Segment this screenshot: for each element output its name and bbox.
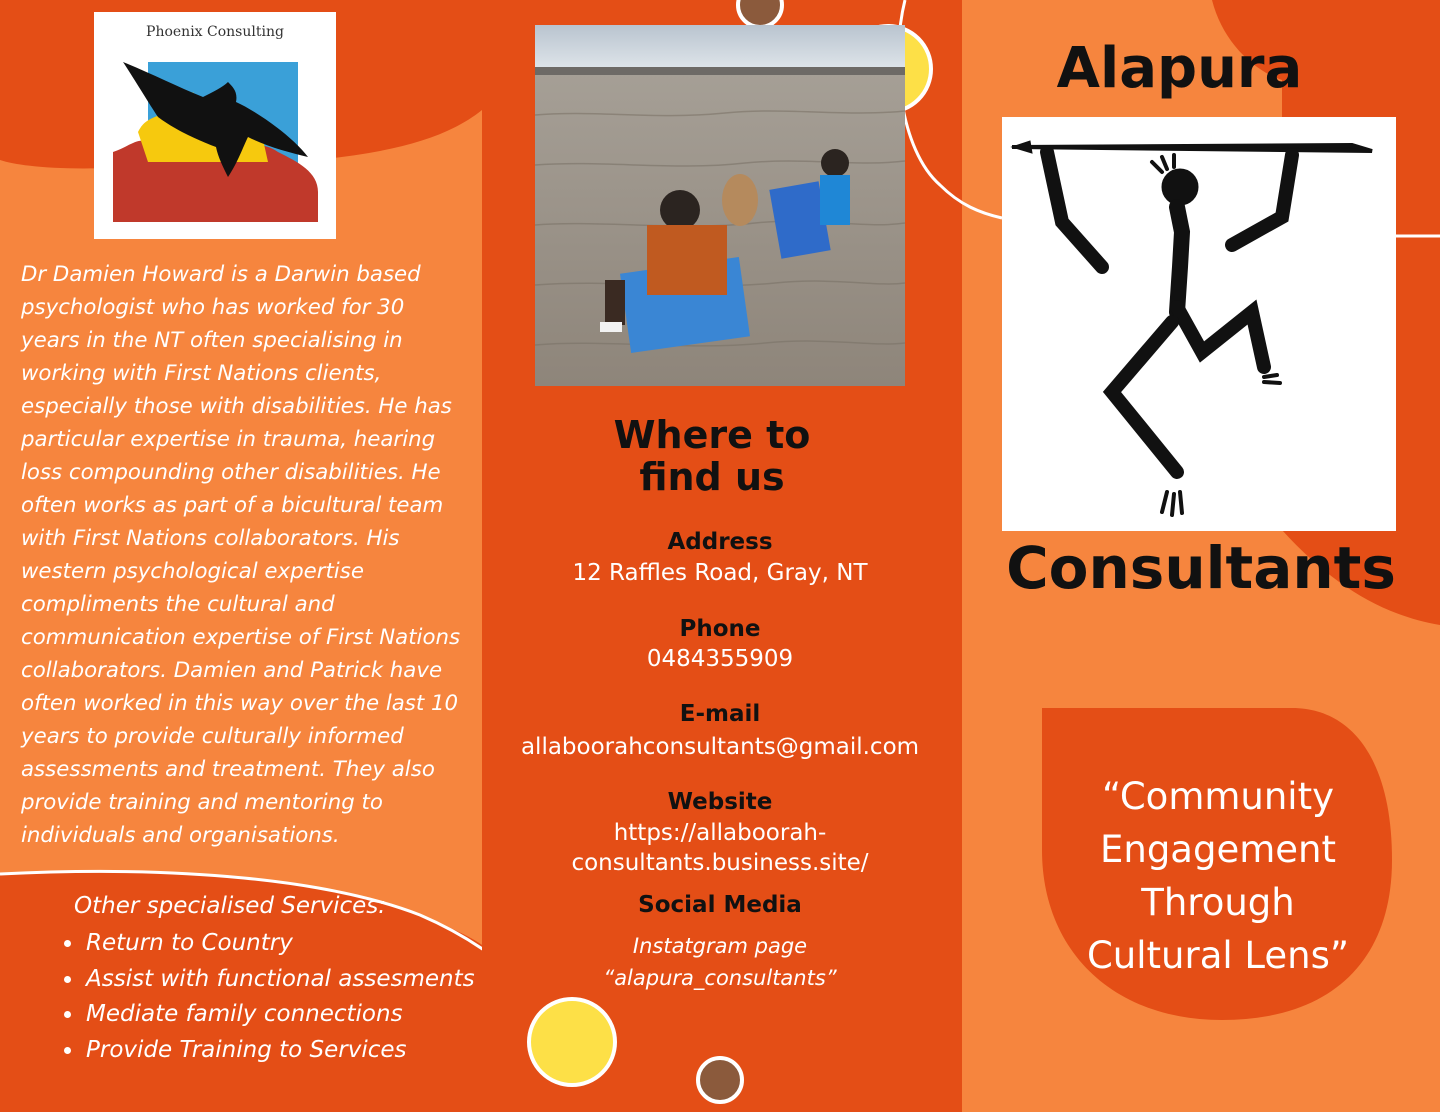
services-title: Other specialised Services: [74,893,387,919]
heading-line: find us [639,455,785,499]
tagline-line: Engagement [1099,828,1336,871]
website-link-line2[interactable]: consultants.business.site/ [571,850,869,876]
address-label: Address [667,529,773,555]
dancing-figure-icon [1002,117,1396,531]
website-link-line1[interactable]: https://allaboorah- [613,820,827,846]
phone-label: Phone [679,616,761,642]
address-value: 12 Raffles Road, Gray, NT [572,560,868,586]
logo-caption: Phoenix Consulting [146,24,284,40]
social-media-value-line2[interactable]: “alapura_consultants” [603,966,837,990]
phone-value[interactable]: 0484355909 [646,646,794,672]
email-link[interactable]: allaboorahconsultants@gmail.com [520,734,920,760]
beach-photo [535,25,905,386]
tagline-line: “Community [1102,775,1334,818]
social-media-label: Social Media [638,892,802,918]
service-item: • Provide Training to Services [84,1033,482,1069]
service-item: • Mediate family connections [84,997,482,1033]
tagline-line: Cultural Lens” [1086,934,1350,977]
tagline-line: Through [1141,881,1295,924]
service-item: • Assist with functional assesments [84,962,482,998]
tagline [1060,770,1376,982]
brand-name-bottom: Consultants [1006,534,1396,602]
brand-name-top: Alapura [1056,36,1303,101]
service-item: • Return to Country [84,926,482,962]
where-to-find-us-heading [482,414,942,498]
email-label: E-mail [679,701,761,727]
website-label: Website [667,789,773,815]
bio-text: Dr Damien Howard is a Darwin based psychologist who has worked for 30 years in the NT often specialising in working with First Nations clients, especially those with disabilities. He has particular expertise in trauma, hearing loss compounding other disabilities. He often works as part of a bicultural team with First Nations collaborators. His western psychological expertise compliments the cultural and communication expertise of First Nations collaborators. Damien and Patrick have often worked in this way over the last 10 years to provide culturally informed assessments and treatment. They also provide training and mentoring to individuals and organisations. [21,262,461,848]
heading-line: Where to [613,413,811,457]
dancing-figure-logo [1002,117,1396,531]
social-media-value-line1: Instatgram page [632,934,808,958]
